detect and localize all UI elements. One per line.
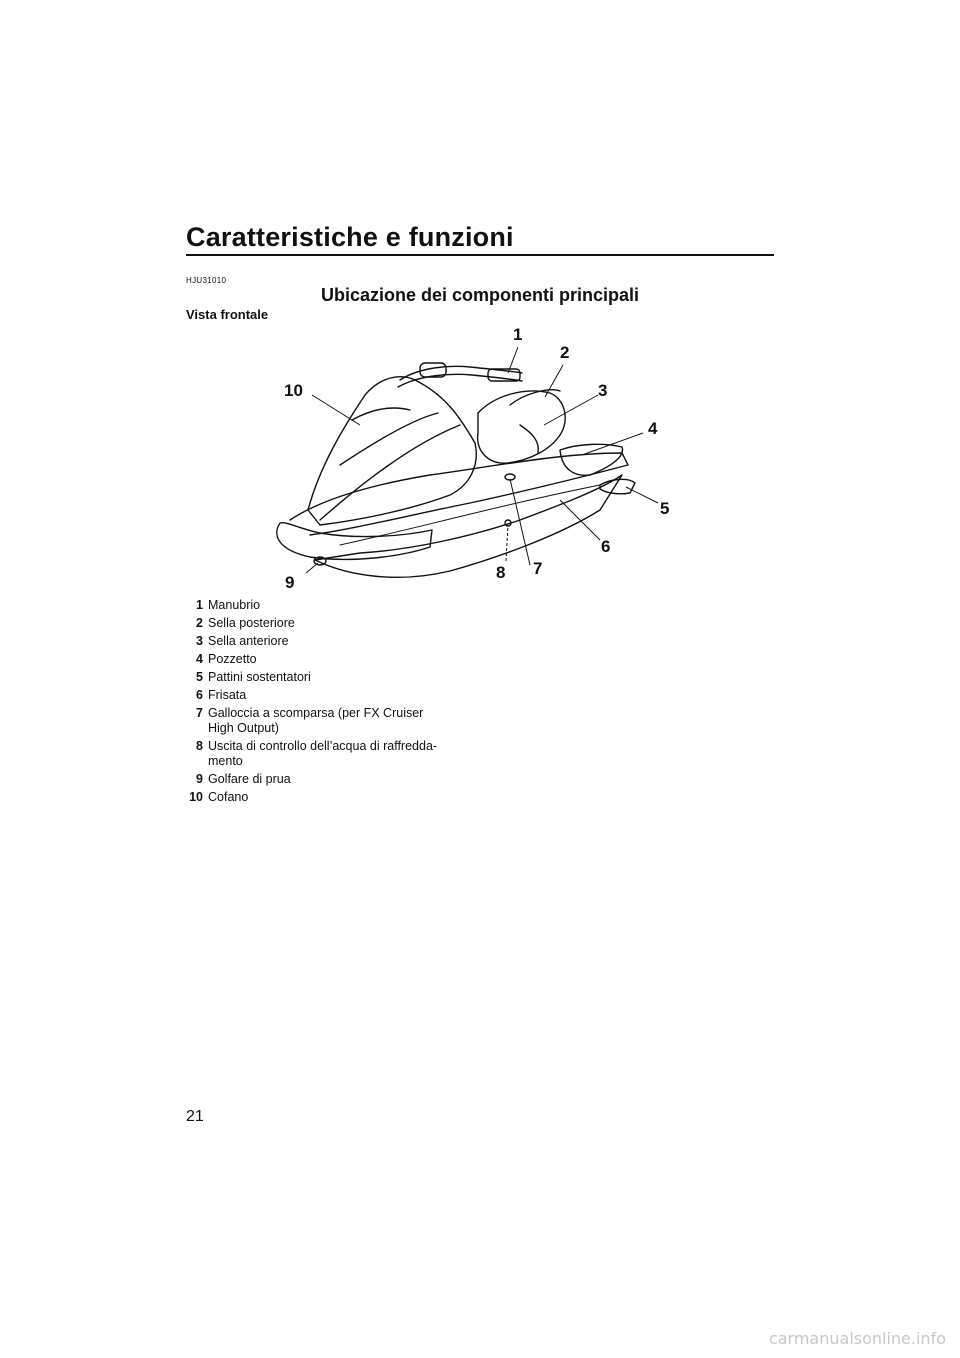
legend-item: [178, 634, 478, 649]
legend-number: 8: [196, 739, 203, 753]
legend-text: Pattini sostentatori: [208, 670, 311, 684]
legend-number: 1: [196, 598, 203, 612]
legend-item: [178, 598, 478, 613]
callout-7: 7: [533, 559, 543, 578]
legend-text: Manubrio: [208, 598, 261, 612]
legend-item: [178, 772, 478, 787]
watercraft-illustration: [260, 325, 690, 600]
callout-10: 10: [284, 381, 303, 400]
callout-3: 3: [598, 381, 608, 400]
legend-item: [178, 706, 478, 736]
callout-1: 1: [513, 325, 523, 344]
legend-item: [178, 670, 478, 685]
legend-text: Golfare di prua: [208, 772, 291, 786]
legend-number: 5: [196, 670, 203, 684]
legend-text: Pozzetto: [208, 652, 257, 666]
watermark: carmanualsonline.info: [768, 1329, 946, 1348]
legend-item: [178, 652, 478, 667]
legend-text: Frisata: [208, 688, 247, 702]
legend-item: [178, 616, 478, 631]
callout-2: 2: [560, 343, 570, 362]
legend-text: Sella posteriore: [208, 616, 295, 630]
legend-text: Cofano: [208, 790, 249, 804]
callout-4: 4: [648, 419, 658, 438]
subheading: Vista frontale: [186, 307, 269, 322]
legend-number: 9: [196, 772, 203, 786]
legend-text: Sella anteriore: [208, 634, 289, 648]
legend-item: [178, 790, 478, 805]
legend-item: [178, 739, 478, 769]
page-title: Caratteristiche e funzioni: [186, 222, 514, 252]
legend-list: [178, 598, 478, 808]
legend-item: [178, 688, 478, 703]
section-code: HJU31010: [186, 276, 227, 285]
watercraft-drawing: [260, 325, 690, 600]
legend-number: 4: [196, 652, 203, 666]
callout-9: 9: [285, 573, 295, 592]
legend-number: 6: [196, 688, 203, 702]
callout-8: 8: [496, 563, 506, 582]
callout-6: 6: [601, 537, 611, 556]
legend-text: Galloccia a scomparsa (per FX Cruiser High Output): [208, 706, 424, 735]
legend-number: 2: [196, 616, 203, 630]
page-number: 21: [186, 1108, 204, 1125]
legend-number: 7: [196, 706, 203, 720]
legend-number: 3: [196, 634, 203, 648]
callout-5: 5: [660, 499, 670, 518]
legend-text: Uscita di controllo dell’acqua di raffredda-mento: [208, 739, 438, 768]
title-rule: [186, 254, 774, 256]
legend-number: 10: [189, 790, 203, 804]
section-heading: Ubicazione dei componenti principali: [320, 285, 640, 305]
